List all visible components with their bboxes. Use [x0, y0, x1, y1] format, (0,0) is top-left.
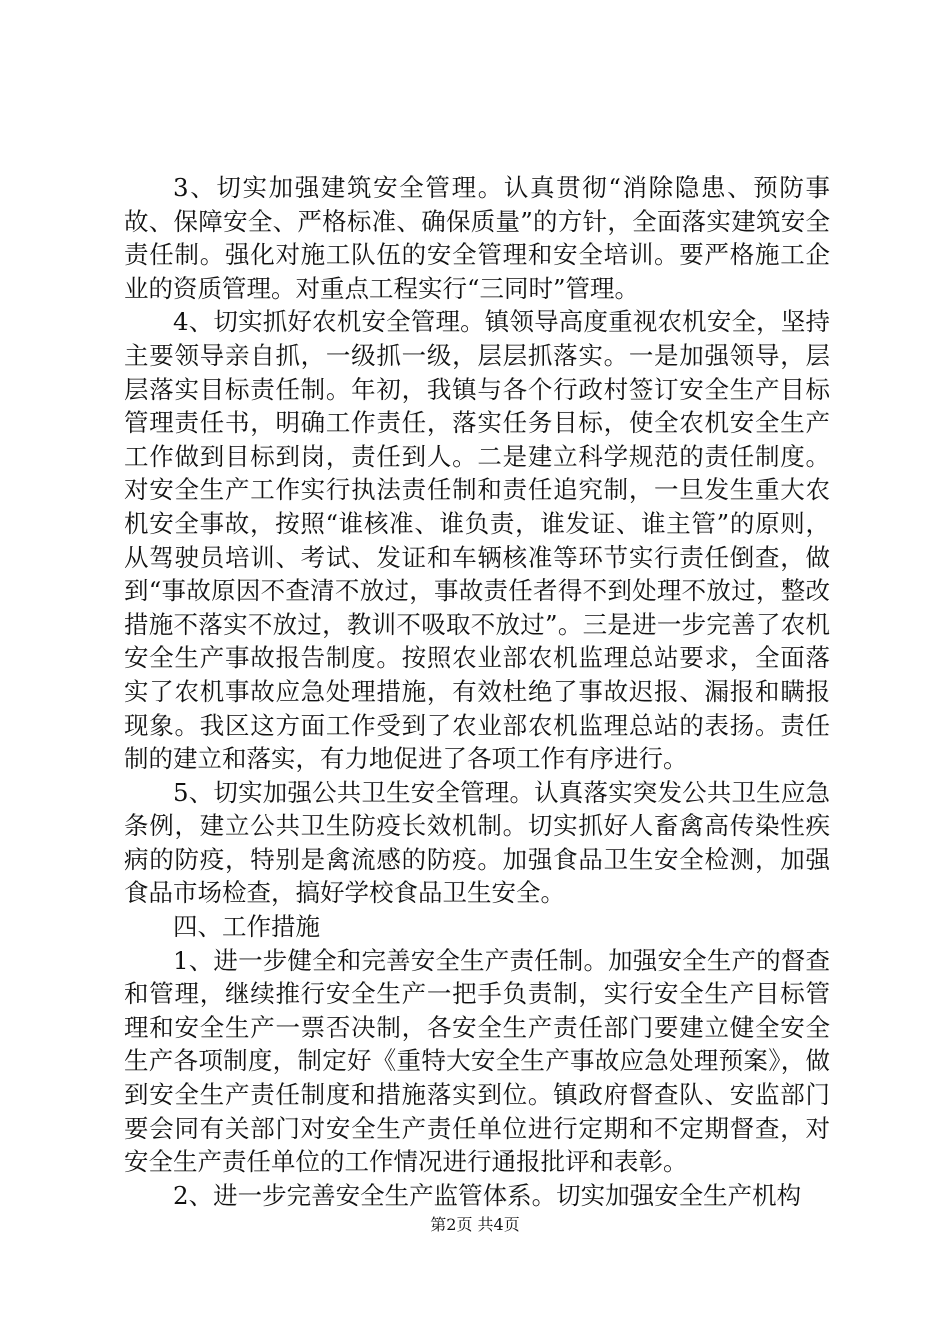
paragraph-construction-safety: 3、切实加强建筑安全管理。认真贯彻“消除隐患、预防事故、保障安全、严格标准、确保质量”的方针，全面落实建筑安全责任制。强化对施工队伍的安全管理和安全培训。要严格施工企业的资质管理。对重点工程实行“三同时”管理。 — [124, 173, 830, 303]
section-heading-work-measures: 四、工作措施 — [173, 912, 320, 942]
paragraph-agri-machinery-safety: 4、切实抓好农机安全管理。镇领导高度重视农机安全，坚持主要领导亲自抓，一级抓一级，层层抓落实。一是加强领导，层层落实目标责任制。年初，我镇与各个行政村签订安全生产目标管理责任书，明确工作责任，落实任务目标，使全农机安全生产工作做到目标到岗，责任到人。二是建立科学规范的责任制度。对安全生产工作实行执法责任制和责任追究制，一旦发生重大农机安全事故，按照“谁核准、谁负责，谁发证、谁主管”的原则，从驾驶员培训、考试、发证和车辆核准等环节实行责任倒查，做到“事故原因不查清不放过，事故责任者得不到处理不放过，整改措施不落实不放过，教训不吸取不放过”。三是进一步完善了农机安全生产事故报告制度。按照农业部农机监理总站要求，全面落实了农机事故应急处理措施，有效杜绝了事故迟报、漏报和瞒报现象。我区这方面工作受到了农业部农机监理总站的表扬。责任制的建立和落实，有力地促进了各项工作有序进行。 — [124, 307, 830, 774]
paragraph-supervision-system: 2、进一步完善安全生产监管体系。切实加强安全生产机构 — [173, 1180, 802, 1210]
paragraph-public-health-safety: 5、切实加强公共卫生安全管理。认真落实突发公共卫生应急条例，建立公共卫生防疫长效机制。切实抓好人畜禽高传染性疾病的防疫，特别是禽流感的防疫。加强食品卫生安全检测，加强食品市场检查，搞好学校食品卫生安全。 — [124, 777, 830, 908]
document-body — [124, 171, 830, 1212]
paragraph-responsibility-system: 1、进一步健全和完善安全生产责任制。加强安全生产的督查和管理，继续推行安全生产一把手负责制，实行安全生产目标管理和安全生产一票否决制，各安全生产责任部门要建立健全安全生产各项制度，制定好《重特大安全生产事故应急处理预案》，做到安全生产责任制度和措施落实到位。镇政府督查队、安监部门要会同有关部门对安全生产责任单位进行定期和不定期督查，对安全生产责任单位的工作情况进行通报批评和表彰。 — [124, 945, 830, 1177]
page-number-footer: 第2页 共4页 — [430, 1215, 520, 1234]
